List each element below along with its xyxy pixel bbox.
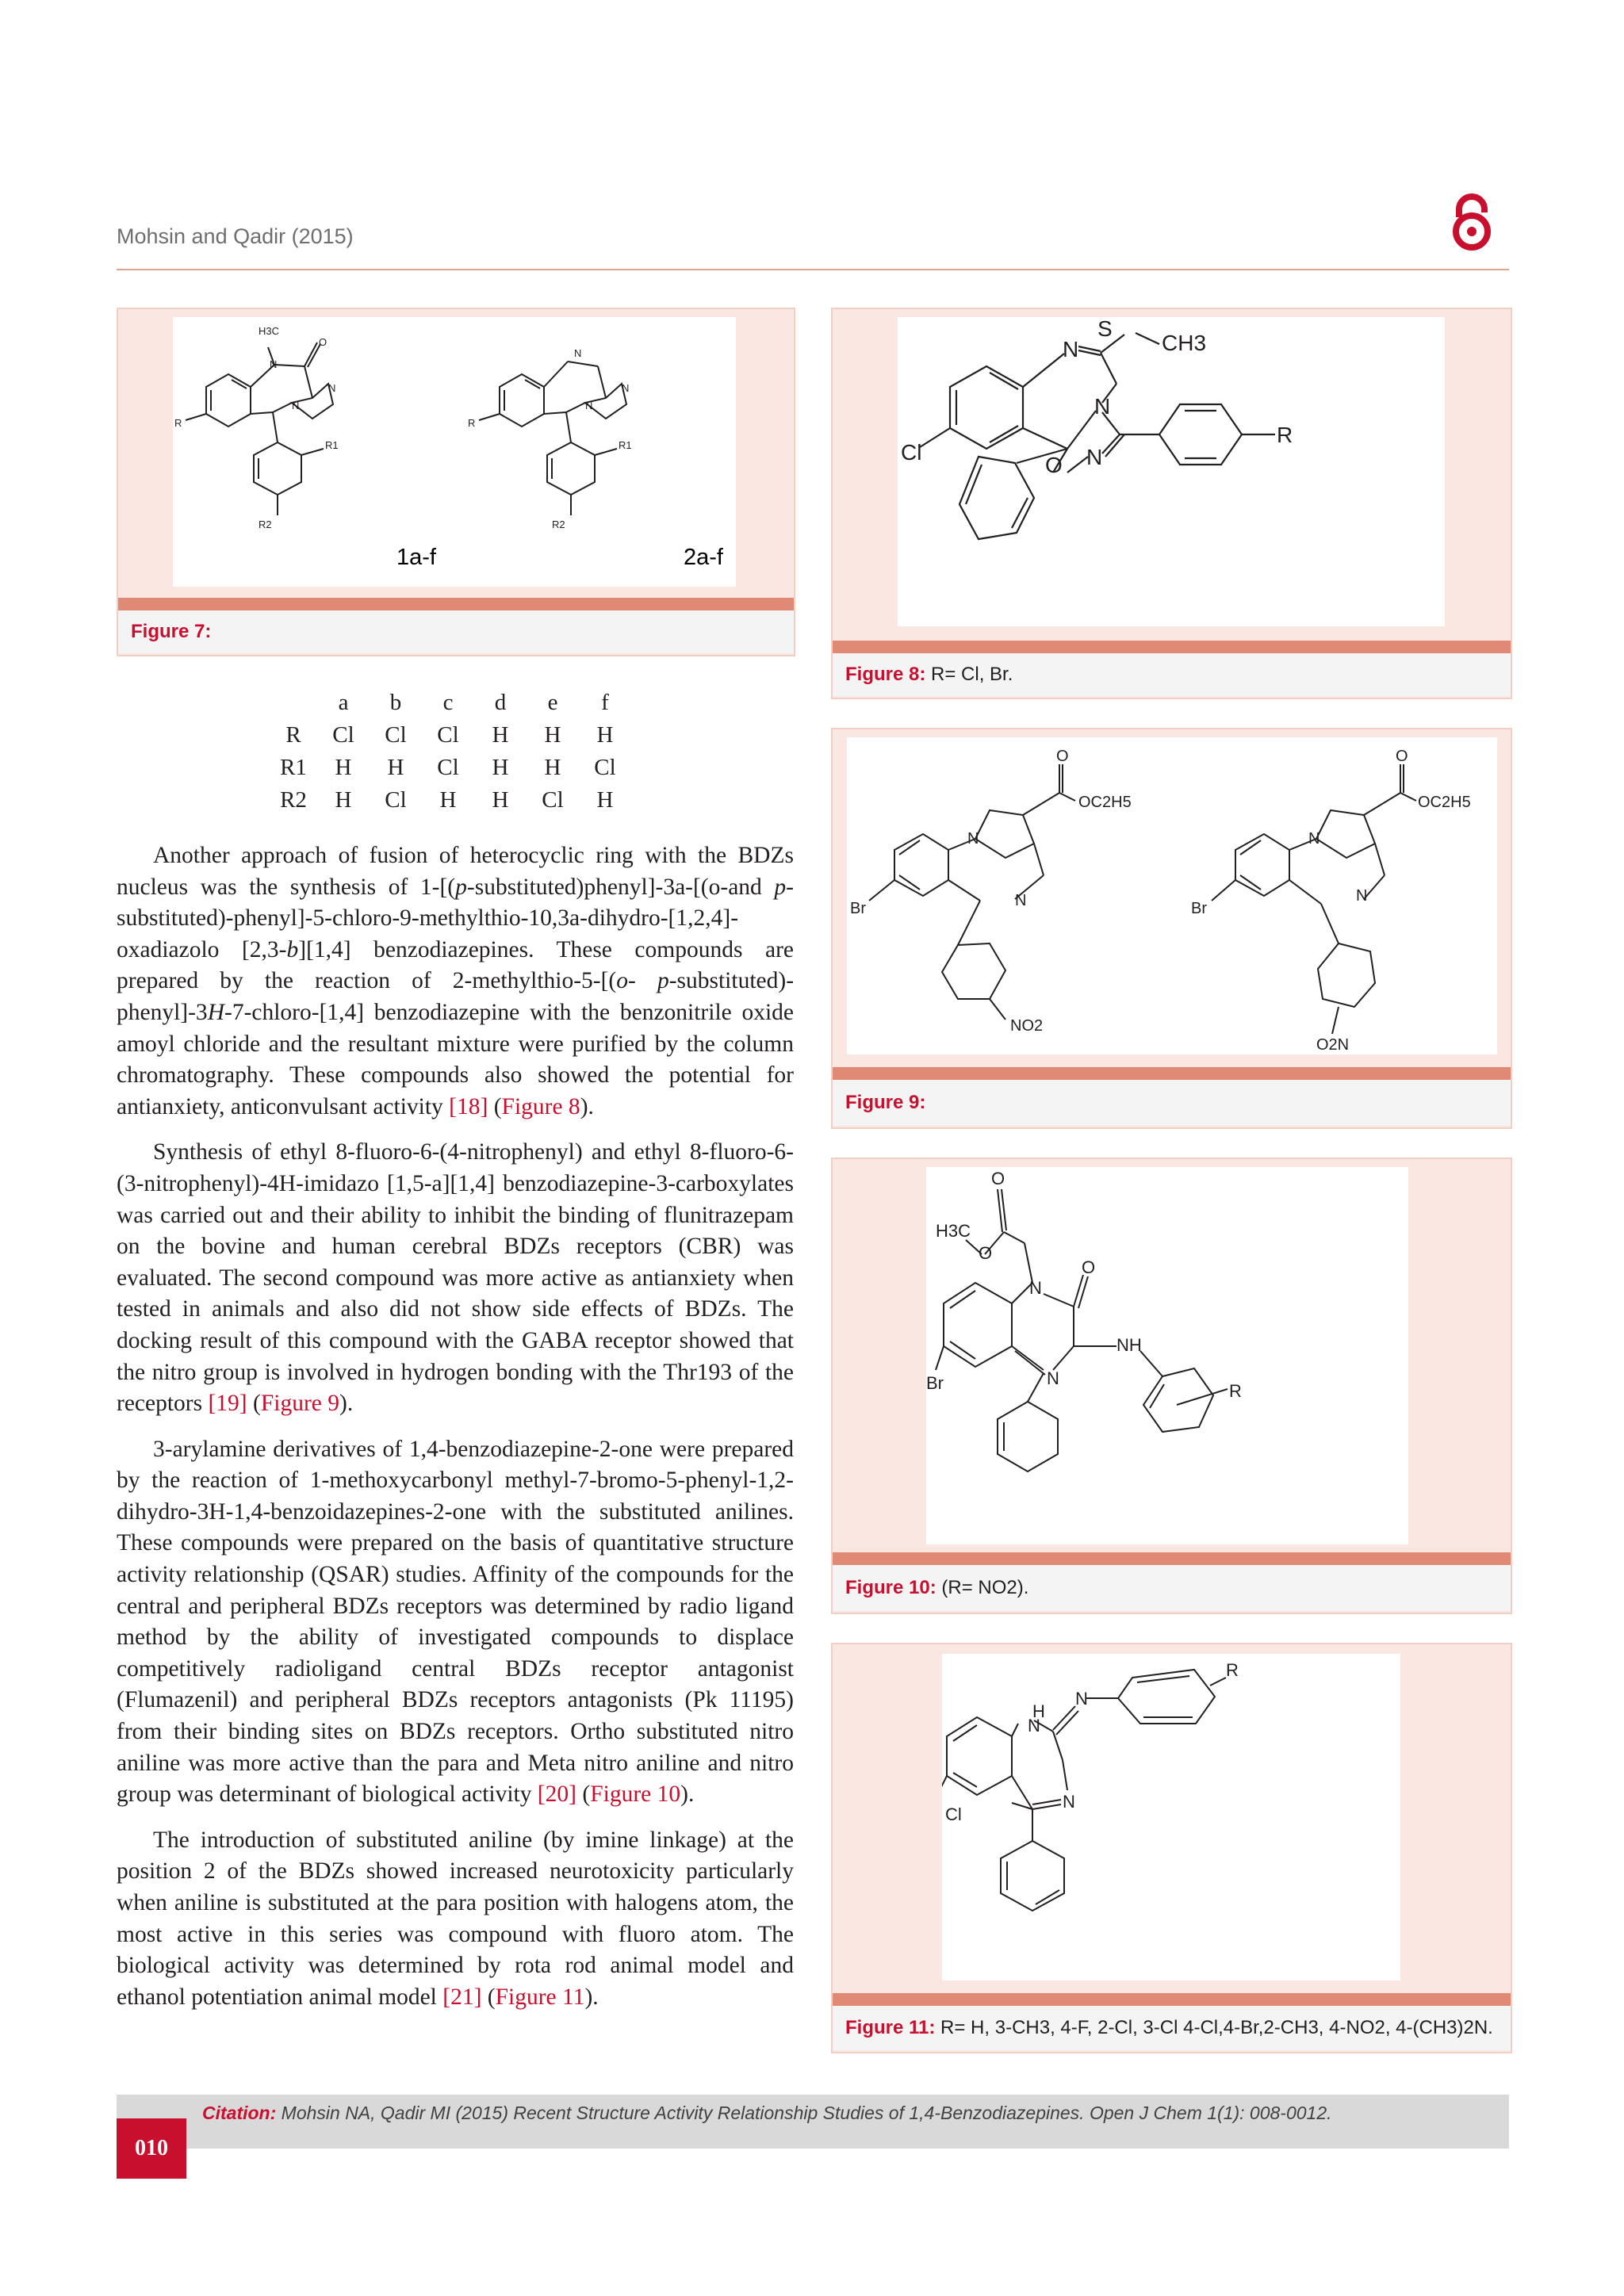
paragraph: Another approach of fusion of heterocyclic ring with the BDZs nucleus was the synthesis of 1-[(p-substituted)phenyl]-3a-[(o-and p-substituted)-phenyl]-5-chloro-9-methylthio-10,3a-dihydro-[1,2,4]-oxadiazolo [2,3-b][1,4] benzodiazepines. These compounds are prepared by the reaction of 2-methylthio-5-[(o- p-substituted)-phenyl]-3H-7-chloro-[1,4] benzodiazepine with the benzonitrile oxide amoyl chloride and the resultant mixture were purified by the column chromatography. These compounds also showed the potential for antianxiety, anticonvulsant activity [18] (Figure 8).	[117, 843, 795, 1119]
atom-label: OC2H5	[1418, 794, 1471, 811]
paragraph: The introduction of substituted aniline (by imine linkage) at the position 2 of the BDZs showed increased neurotoxicity particularly when aniline is substituted at the para position with halogens atom, the most active in this series was compound with fluoro atom. The biological activity was determined by rota rod animal model and ethanol potentiation animal model [21] (Figure 11).	[117, 1827, 794, 2010]
table-cell: H	[439, 787, 457, 813]
figure-band	[833, 1993, 1511, 2006]
substituent-table	[270, 687, 631, 817]
table-cell: H	[335, 787, 352, 813]
atom-label: H	[1032, 1701, 1045, 1721]
atom-label: R	[1229, 1381, 1242, 1401]
atom-label: N	[1047, 1368, 1059, 1388]
figure-10-image	[926, 1167, 1408, 1544]
table-header: f	[601, 690, 609, 715]
atom-label: R1	[619, 439, 632, 451]
atom-label: O	[991, 1169, 1005, 1188]
table-cell: H	[596, 787, 614, 813]
atom-label: Cl	[901, 440, 922, 465]
caption-label: Figure 7:	[131, 621, 212, 642]
atom-label: O	[979, 1243, 993, 1263]
table-cell: H	[492, 787, 509, 813]
table-header-row	[270, 687, 631, 719]
atom-label: R	[1226, 1660, 1239, 1680]
atom-label: O	[1045, 453, 1063, 477]
atom-label: O2N	[1316, 1036, 1350, 1054]
table-cell: R1	[280, 755, 307, 780]
table-cell: H	[544, 755, 561, 780]
atom-label: N	[967, 830, 979, 848]
table-cell: H	[544, 722, 561, 748]
atom-label: CH3	[1162, 331, 1207, 355]
figure-link[interactable]: Figure 10	[590, 1781, 681, 1808]
figure-9	[831, 728, 1512, 1129]
reference-link[interactable]: [18]	[449, 1093, 488, 1119]
body-text	[117, 840, 794, 2027]
atom-label: N	[1308, 830, 1320, 848]
atom-label: O	[1082, 1257, 1096, 1277]
table-cell: H	[596, 722, 614, 748]
table-header: e	[547, 690, 558, 715]
table-cell: Cl	[385, 722, 407, 748]
table-cell: Cl	[437, 755, 459, 780]
figure-8-structure	[898, 317, 1445, 626]
figure-8-caption	[833, 653, 1511, 696]
table-row	[270, 752, 631, 784]
table-cell: Cl	[332, 722, 354, 748]
figure-9-caption	[833, 1080, 1511, 1126]
table-cell: R	[285, 722, 301, 748]
atom-label: Br	[926, 1373, 944, 1393]
caption-text: R= Cl, Br.	[925, 664, 1013, 685]
figure-10-caption	[833, 1565, 1511, 1611]
atom-label: N	[270, 358, 278, 370]
atom-label: O	[1056, 748, 1069, 765]
table-cell: Cl	[542, 787, 564, 813]
figure-11-structure	[942, 1654, 1400, 1980]
atom-label: N	[1356, 887, 1368, 905]
atom-label: N	[1029, 1278, 1042, 1298]
reference-link[interactable]: [21]	[442, 1984, 482, 2010]
table-cell: Cl	[385, 787, 407, 813]
atom-label: H3C	[936, 1221, 971, 1241]
table-cell: Cl	[594, 755, 616, 780]
atom-label: H3C	[259, 325, 280, 337]
atom-label: R	[174, 417, 182, 429]
atom-label: OC2H5	[1078, 794, 1132, 811]
atom-label: Cl	[945, 1804, 962, 1824]
open-access-icon	[1448, 193, 1496, 251]
atom-label: N	[292, 400, 300, 411]
figure-band	[833, 1552, 1511, 1565]
figure-7	[117, 308, 795, 656]
caption-label: Figure 9:	[845, 1092, 926, 1113]
atom-label: N	[1028, 1716, 1040, 1735]
figure-7-image	[173, 317, 736, 587]
table-header: c	[442, 690, 454, 715]
table-row	[270, 719, 631, 752]
table-cell: H	[387, 755, 404, 780]
figure-7-structures	[173, 317, 736, 587]
figure-10-structure	[926, 1167, 1408, 1544]
caption-label: Figure 10:	[845, 1577, 936, 1598]
paragraph: 3-arylamine derivatives of 1,4-benzodiazepine-2-one were prepared by the reaction of 1-methoxycarbonyl methyl-7-bromo-5-phenyl-1,2-dihydro-3H-1,4-benzoidazepines-2-one with the substituted anilines. These compounds were prepared on the basis of quantitative structure activity relationship (QSAR) studies. Affinity of the compounds for the central and peripheral BDZs receptors was determined by radio ligand method by the ability of investigated compounds to displace competitively radioligand central BDZs receptor antagonist (Flumazenil) and peripheral BDZs receptors antagonists (Pk 11195) from their binding sites on BDZs receptors. Ortho substituted nitro aniline was more active than the para and Meta nitro aniline and nitro group was determinant of biological activity [20] (Figure 10).	[117, 1436, 794, 1808]
figure-band	[833, 1067, 1511, 1080]
header-divider	[117, 269, 1509, 270]
citation-label: Citation:	[202, 2103, 277, 2123]
figure-link[interactable]: Figure 11	[495, 1984, 585, 2010]
figure-7-caption	[118, 610, 794, 653]
citation-text	[202, 2103, 1332, 2124]
atom-label: N	[574, 347, 582, 359]
figure-band	[118, 598, 794, 610]
compound-label: 2a-f	[684, 545, 723, 570]
atom-label: Br	[1191, 900, 1207, 917]
atom-label: R	[468, 417, 476, 429]
atom-label: N	[1094, 394, 1111, 419]
caption-label: Figure 8:	[845, 664, 926, 685]
atom-label: N	[1063, 337, 1079, 362]
atom-label: N	[1086, 445, 1103, 469]
atom-label: N	[622, 382, 630, 394]
table-row	[270, 784, 631, 817]
atom-label: N	[585, 400, 593, 411]
atom-label: N	[1063, 1792, 1075, 1812]
atom-label: N	[1015, 892, 1027, 909]
figure-11-caption	[833, 2006, 1511, 2050]
figure-band	[833, 641, 1511, 653]
page-number: 010	[117, 2118, 186, 2179]
table-header: b	[389, 690, 402, 715]
citation-body: Mohsin NA, Qadir MI (2015) Recent Structure Activity Relationship Studies of 1,4-Benzodiazepines. Open J Chem 1(1): 008-0012.	[276, 2103, 1332, 2123]
table-header: a	[338, 690, 349, 715]
atom-label: NH	[1116, 1335, 1142, 1355]
table-cell: H	[492, 755, 509, 780]
running-header: Mohsin and Qadir (2015)	[117, 224, 354, 248]
figure-8-image	[898, 317, 1445, 626]
figure-9-image	[847, 737, 1497, 1054]
compound-label: 1a-f	[396, 545, 436, 570]
caption-text: (R= NO2).	[936, 1577, 1029, 1598]
figure-link[interactable]: Figure 9	[260, 1391, 339, 1417]
figure-link[interactable]: Figure 8	[501, 1093, 580, 1119]
caption-label: Figure 11:	[845, 2017, 936, 2038]
atom-label: N	[328, 382, 336, 394]
caption-text: R= H, 3-CH3, 4-F, 2-Cl, 3-Cl 4-Cl,4-Br,2-CH3, 4-NO2, 4-(CH3)2N.	[935, 2017, 1493, 2038]
table-cell: H	[492, 722, 509, 748]
paragraph: Synthesis of ethyl 8-fluoro-6-(4-nitrophenyl) and ethyl 8-fluoro-6-(3-nitrophenyl)-4H-imidazo [1,5-a][1,4] benzodiazepine-3-carboxylates was carried out and their ability to inhibit the binding of flunitrazepam on the bovine and human cerebral BDZs receptors (CBR) was evaluated. The second compound was more active as antianxiety when tested in animals and also did not show side effects of BDZs. The docking result of this compound with the GABA receptor showed that the nitro group is involved in hydrogen bonding with the Thr193 of the receptors [19] (Figure 9).	[117, 1139, 794, 1417]
figure-11-image	[942, 1654, 1400, 1980]
atom-label: R	[1277, 423, 1293, 447]
figure-8	[831, 308, 1512, 699]
atom-label: O	[1396, 748, 1408, 765]
figure-10	[831, 1158, 1512, 1614]
reference-link[interactable]: [20]	[537, 1781, 577, 1808]
atom-label: R2	[552, 519, 565, 530]
table-cell: R2	[280, 787, 307, 813]
table-header	[270, 687, 317, 719]
atom-label: NO2	[1010, 1017, 1044, 1035]
reference-link[interactable]: [19]	[208, 1391, 247, 1417]
atom-label: Br	[850, 900, 866, 917]
atom-label: O	[319, 336, 327, 348]
atom-label: N	[1075, 1689, 1088, 1709]
figure-11	[831, 1643, 1512, 2053]
table-cell: Cl	[437, 722, 459, 748]
figure-9-structures	[847, 737, 1497, 1054]
table-header: d	[494, 690, 507, 715]
atom-label: R2	[259, 519, 272, 530]
atom-label: R1	[325, 439, 339, 451]
table-cell: H	[335, 755, 352, 780]
atom-label: S	[1097, 317, 1113, 341]
citation-bar	[117, 2095, 1509, 2149]
